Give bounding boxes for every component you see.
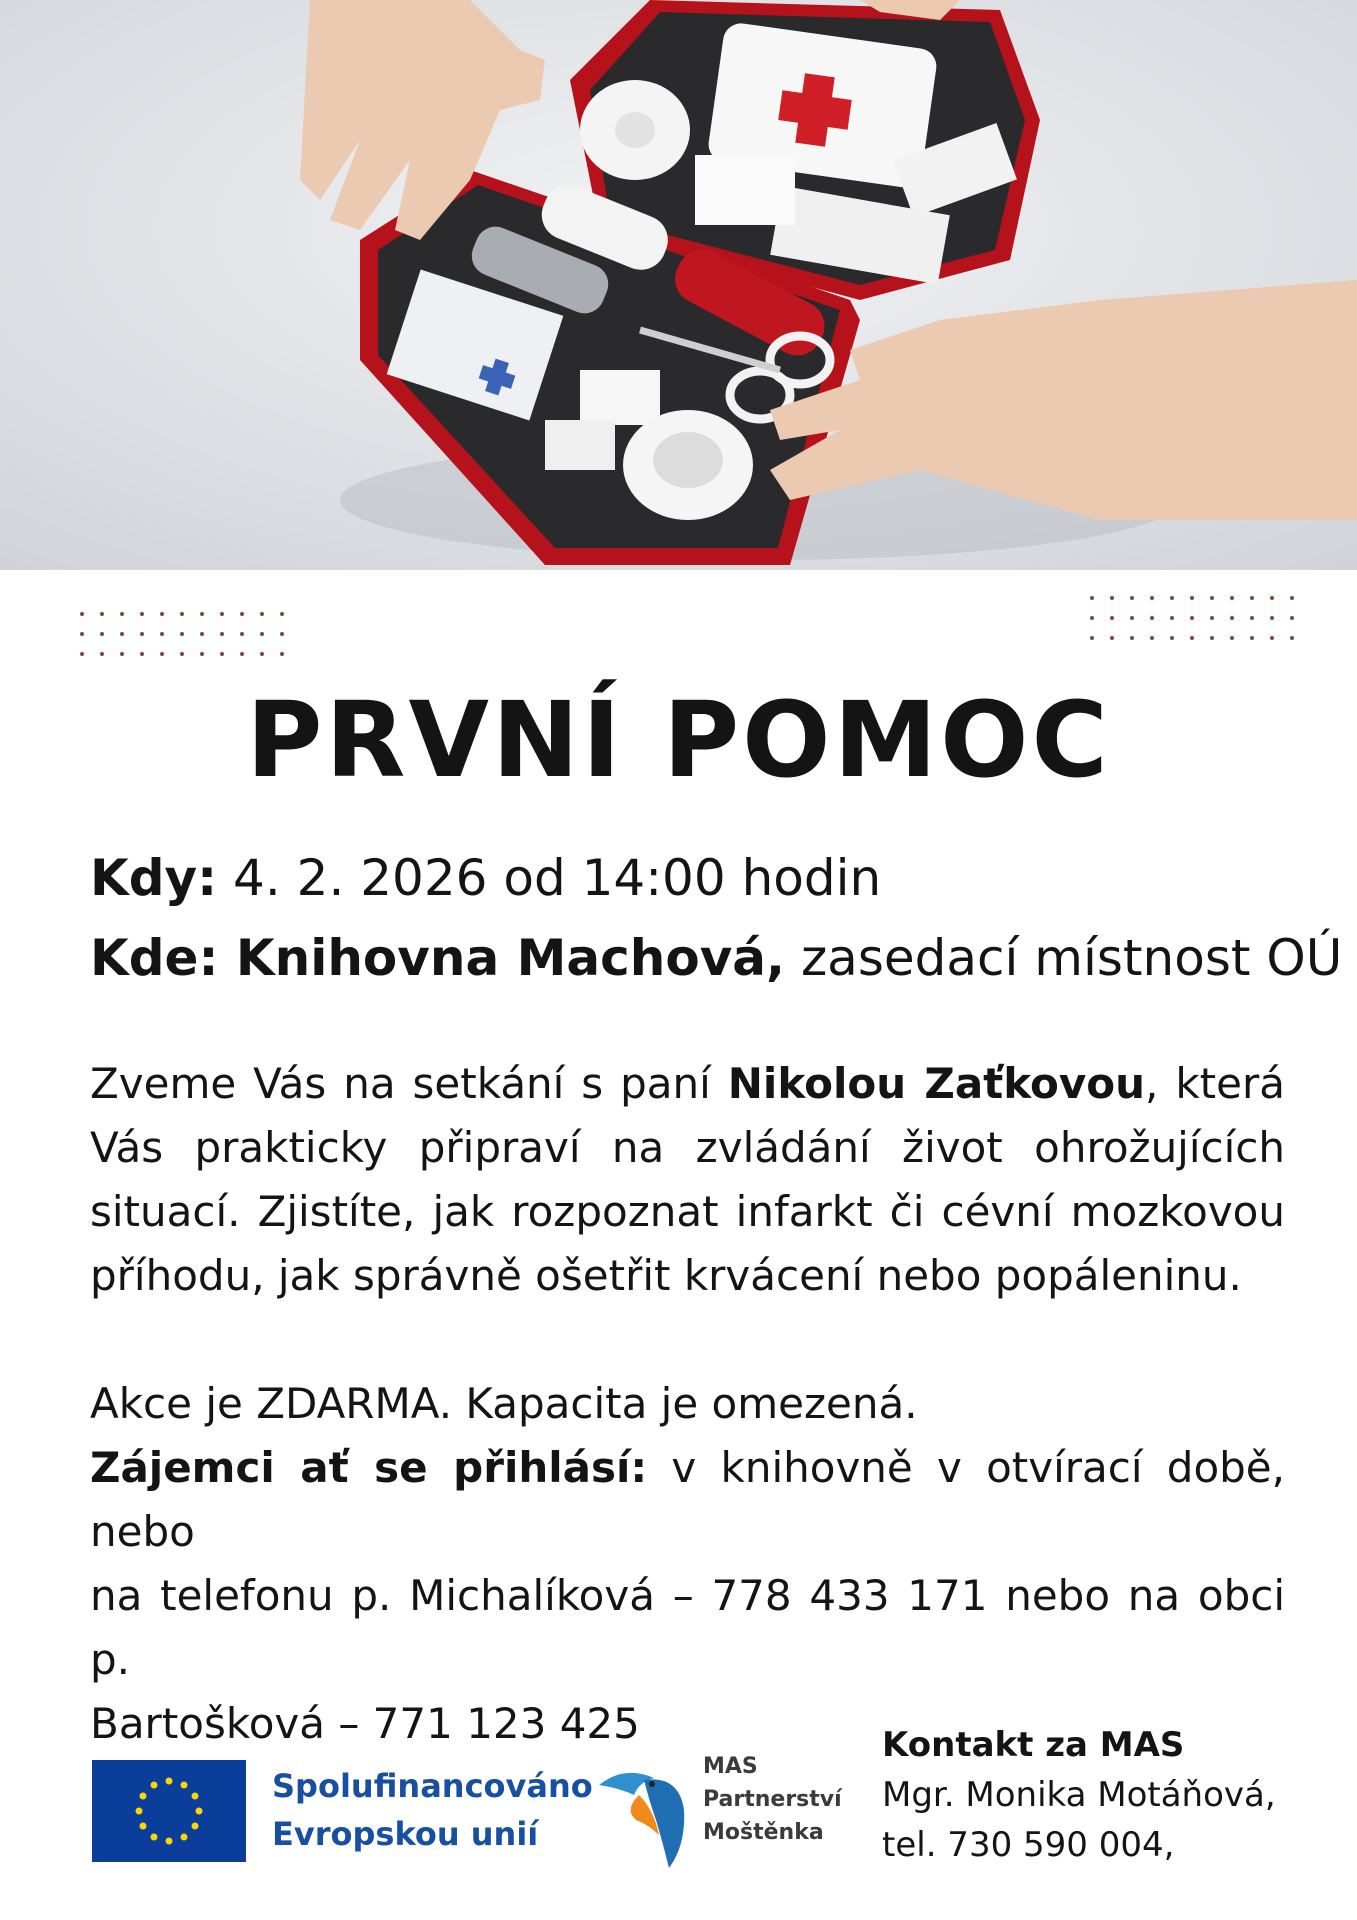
signup-text: v knihovně v otvírací době, nebo: [90, 1443, 1285, 1556]
mas-name: [703, 1750, 842, 1849]
intro-line-1: [90, 1052, 1285, 1116]
event-when: [90, 846, 1290, 910]
mas-line-2: Partnerství: [703, 1787, 842, 1812]
intro-text: , která: [1145, 1059, 1285, 1108]
signup-label: Zájemci ať se přihlásí:: [90, 1443, 648, 1492]
page-title: PRVNÍ POMOC: [246, 679, 1111, 801]
intro-line-2: Vás prakticky připraví na zvládání život ohrožujících: [90, 1123, 1285, 1172]
contact-phone: tel. 730 590 004,: [882, 1825, 1175, 1865]
intro-line-3: situací. Zjistíte, jak rozpoznat infarkt či cévní mozkovou: [90, 1187, 1285, 1236]
decorative-dot-grid-right: [1090, 596, 1310, 656]
kingfisher-icon: [594, 1750, 714, 1870]
free-note: Akce je ZDARMA. Kapacita je omezená.: [90, 1379, 918, 1428]
intro-line-4: příhodu, jak správně ošetřit krvácení nebo popáleninu.: [90, 1251, 1242, 1300]
eu-line-2: Evropskou unií: [272, 1815, 539, 1853]
intro-text: Zveme Vás na setkání s paní: [90, 1059, 728, 1108]
signup-line-3: Bartošková – 771 123 425: [90, 1699, 640, 1748]
decorative-dot-grid-left: [80, 612, 300, 672]
event-where: [90, 926, 1343, 990]
signup-paragraph: [90, 1372, 1285, 1756]
when-value: 4. 2. 2026 od 14:00 hodin: [233, 849, 882, 907]
when-label: Kdy:: [90, 849, 218, 907]
where-value: zasedací místnost OÚ: [800, 929, 1343, 987]
speaker-name: Nikolou Zaťkovou: [727, 1059, 1146, 1108]
where-label: Kde: Knihovna Machová,: [90, 929, 786, 987]
mas-line-1: MAS: [703, 1754, 758, 1779]
eu-stars-icon: [92, 1760, 246, 1862]
mas-line-3: Moštěnka: [703, 1820, 824, 1845]
mas-contact: [882, 1720, 1276, 1870]
first-aid-kit-illustration: [0, 0, 1357, 570]
eu-line-1: Spolufinancováno: [272, 1767, 593, 1805]
contact-name: Mgr. Monika Motáňová,: [882, 1775, 1276, 1815]
contact-title: Kontakt za MAS: [882, 1725, 1185, 1765]
signup-line-2: na telefonu p. Michalíková – 778 433 171 nebo na obci p.: [90, 1571, 1285, 1684]
signup-line-1: [90, 1436, 1285, 1564]
intro-paragraph: [90, 1052, 1285, 1308]
eu-flag-icon: [92, 1760, 246, 1862]
eu-cofunding-text: [272, 1762, 593, 1858]
hero-image: [0, 0, 1357, 570]
mas-bird-logo-icon: [594, 1750, 714, 1870]
footer: [0, 1720, 1357, 1870]
